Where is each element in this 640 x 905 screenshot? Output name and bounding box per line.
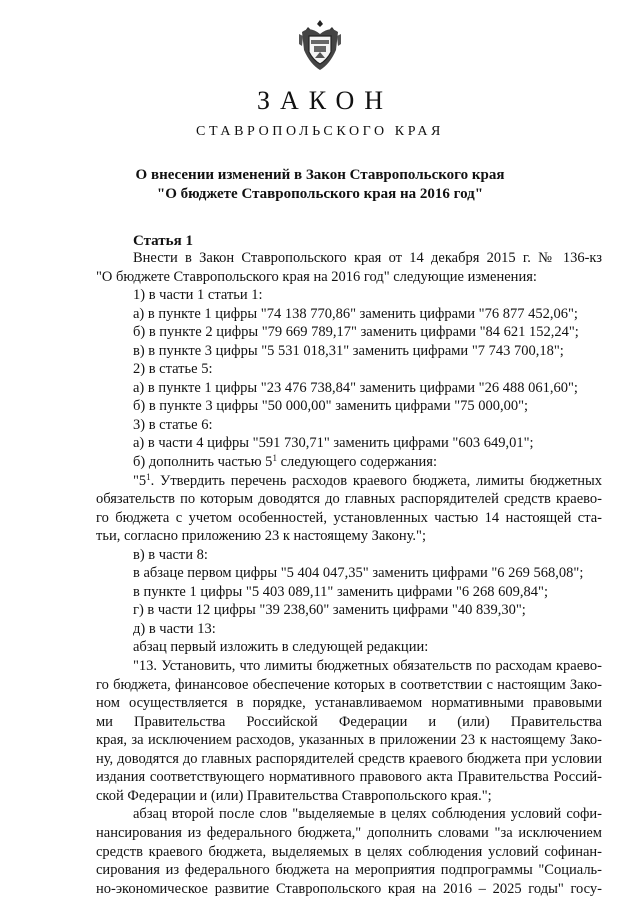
text-line: го бюджета, финансовое обеспечение которых в соответствии с настоящим Зако- (96, 676, 602, 693)
text-line: 3) в статье 6: (133, 416, 213, 433)
text-line (96, 453, 602, 472)
text-line: а) в пункте 1 цифры "23 476 738,84" заменить цифрами "26 488 061,60"; (133, 379, 578, 396)
text-line: обязательств по которым доводятся до главных распорядителей средств краево- (96, 491, 602, 508)
text-line: го бюджета с учетом особенностей, установленных частью 14 настоящей ста- (96, 509, 602, 526)
text-line: б) в пункте 2 цифры "79 669 789,17" заменить цифрами "84 621 152,24"; (133, 324, 579, 341)
text-line: тьи, согласно приложению 23 к настоящему Закону."; (96, 528, 426, 545)
article-title: Статья 1 (133, 233, 193, 249)
text-line: 1) в части 1 статьи 1: (133, 287, 263, 304)
article-body (96, 249, 602, 898)
text-line: Внести в Закон Ставропольского края от 14 декабря 2015 г. № 136-кз (133, 250, 602, 266)
law-title: ЗАКОН (256, 86, 394, 115)
text-line: в) в части 8: (133, 546, 208, 563)
law-heading-line-2: "О бюджете Ставропольского края на 2016 год" (156, 186, 484, 202)
text-line: ном осуществляется в порядке, устанавливаемом нормативными правовыми (96, 695, 602, 712)
law-subtitle: СТАВРОПОЛЬСКОГО КРАЯ (196, 124, 444, 139)
text-fragment: . Утвердить перечень расходов краевого бюджета, лимиты бюджетных (150, 472, 602, 489)
text-line: "О бюджете Ставропольского края на 2016 год" следующие изменения: (96, 268, 537, 285)
superscript: 1 (146, 471, 151, 482)
text-line: сирования из федерального бюджета на мероприятия подпрограммы "Социаль- (96, 862, 602, 879)
text-line: д) в части 13: (133, 620, 216, 637)
text-line: в абзаце первом цифры "5 404 047,35" заменить цифрами "6 269 568,08"; (133, 565, 584, 582)
text-line: б) в пункте 3 цифры "50 000,00" заменить цифрами "75 000,00"; (133, 398, 529, 415)
text-line: а) в пункте 1 цифры "74 138 770,86" заменить цифрами "76 877 452,06"; (133, 305, 578, 322)
superscript: 1 (272, 453, 277, 464)
text-line: абзац второй после слов "выделяемые в целях соблюдения условий софи- (133, 806, 602, 823)
text-line: средств краевого бюджета, выделяемых в целях соблюдения условий софинан- (96, 843, 602, 860)
text-fragment: б) дополнить частью 5 (133, 454, 273, 471)
law-heading-line-1: О внесении изменений в Закон Ставропольского края (135, 167, 505, 183)
text-line: г) в части 12 цифры "39 238,60" заменить цифрами "40 839,30"; (133, 602, 526, 619)
text-line: ну, доводятся до главных распорядителей средств краевого бюджета при условии (96, 750, 602, 767)
text-fragment: следующего содержания: (276, 454, 438, 471)
text-line: но-экономическое развитие Ставропольского края на 2016 – 2025 годы" госу- (96, 880, 602, 897)
text-line: нансирования из федерального бюджета," дополнить словами "за исключением (96, 824, 602, 841)
text-line: ми Правительства Российской Федерации и (или) Правительства (96, 713, 602, 730)
text-line: а) в части 4 цифры "591 730,71" заменить цифрами "603 649,01"; (133, 435, 534, 452)
text-line: в пункте 1 цифры "5 403 089,11" заменить цифрами "6 268 609,84"; (133, 583, 548, 600)
coat-of-arms-emblem (297, 18, 343, 72)
text-line: 2) в статье 5: (133, 361, 213, 378)
text-line: ской Федерации и (или) Правительства Ставропольского края."; (96, 787, 492, 804)
text-line: края, за исключением расходов, указанных в приложении 23 к настоящему Зако- (96, 732, 602, 749)
text-line: абзац первый изложить в следующей редакции: (133, 639, 429, 656)
text-fragment: "5 (133, 472, 147, 489)
text-line: "13. Установить, что лимиты бюджетных обязательств по расходам краево- (133, 658, 602, 675)
text-line (96, 472, 602, 491)
text-line: в) в пункте 3 цифры "5 531 018,31" заменить цифрами "7 743 700,18"; (133, 342, 564, 359)
text-line: издания соответствующего нормативного правового акта Правительства Россий- (96, 769, 602, 786)
